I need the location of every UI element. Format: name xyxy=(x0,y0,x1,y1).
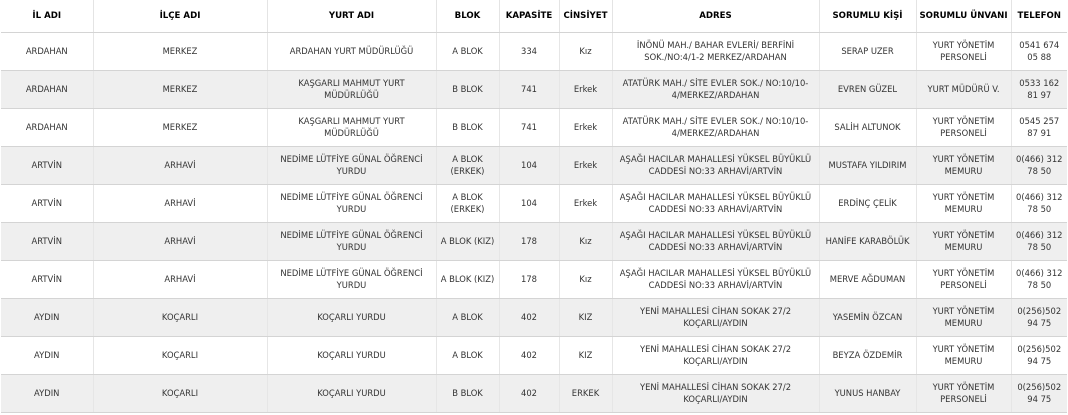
cell-adres: AŞAĞI HACILAR MAHALLESİ YÜKSEL BÜYÜKLÜ CADDESİ NO:33 ARHAVİ/ARTVİN xyxy=(612,261,819,299)
header-telefon: TELEFON xyxy=(1011,0,1067,33)
cell-sorumlu-kisi: MERVE AĞDUMAN xyxy=(819,261,916,299)
cell-sorumlu-kisi: ERDİNÇ ÇELİK xyxy=(819,185,916,223)
cell-sorumlu-kisi: MUSTAFA YILDIRIM xyxy=(819,147,916,185)
cell-blok: A BLOK xyxy=(436,337,499,375)
cell-telefon: 0(466) 312 78 50 xyxy=(1011,185,1067,223)
cell-yurt: KAŞGARLI MAHMUT YURT MÜDÜRLÜĞÜ xyxy=(267,109,436,147)
cell-sorumlu-unvani: YURT YÖNETİM PERSONELİ xyxy=(916,261,1011,299)
cell-sorumlu-unvani: YURT YÖNETİM PERSONELİ xyxy=(916,33,1011,71)
cell-blok: A BLOK (KIZ) xyxy=(436,261,499,299)
cell-yurt: KOÇARLI YURDU xyxy=(267,375,436,413)
cell-ilce: ARHAVİ xyxy=(93,185,267,223)
cell-telefon: 0(466) 312 78 50 xyxy=(1011,223,1067,261)
cell-sorumlu-kisi: EVREN GÜZEL xyxy=(819,71,916,109)
cell-telefon: 0545 257 87 91 xyxy=(1011,109,1067,147)
cell-cinsiyet: Erkek xyxy=(559,71,612,109)
cell-adres: AŞAĞI HACILAR MAHALLESİ YÜKSEL BÜYÜKLÜ CADDESİ NO:33 ARHAVİ/ARTVİN xyxy=(612,147,819,185)
table-row xyxy=(1,109,1067,147)
cell-kapasite: 178 xyxy=(499,261,559,299)
cell-yurt: NEDİME LÜTFİYE GÜNAL ÖĞRENCİ YURDU xyxy=(267,261,436,299)
cell-blok: B BLOK xyxy=(436,109,499,147)
header-row xyxy=(1,0,1067,33)
table-row xyxy=(1,185,1067,223)
cell-ilce: MERKEZ xyxy=(93,33,267,71)
cell-sorumlu-kisi: BEYZA ÖZDEMİR xyxy=(819,337,916,375)
cell-blok: A BLOK (ERKEK) xyxy=(436,147,499,185)
cell-kapasite: 402 xyxy=(499,337,559,375)
cell-kapasite: 334 xyxy=(499,33,559,71)
cell-telefon: 0(256)502 94 75 xyxy=(1011,375,1067,413)
header-il-adi: İL ADI xyxy=(1,0,93,33)
cell-telefon: 0(466) 312 78 50 xyxy=(1011,147,1067,185)
cell-yurt: NEDİME LÜTFİYE GÜNAL ÖĞRENCİ YURDU xyxy=(267,223,436,261)
table-row xyxy=(1,261,1067,299)
cell-ilce: ARHAVİ xyxy=(93,261,267,299)
cell-il: ARDAHAN xyxy=(1,33,93,71)
cell-kapasite: 178 xyxy=(499,223,559,261)
cell-adres: ATATÜRK MAH./ SİTE EVLER SOK./ NO:10/10-4/MERKEZ/ARDAHAN xyxy=(612,109,819,147)
header-sorumlu-unvani: SORUMLU ÜNVANI xyxy=(916,0,1011,33)
cell-sorumlu-kisi: YASEMİN ÖZCAN xyxy=(819,299,916,337)
cell-kapasite: 402 xyxy=(499,299,559,337)
cell-cinsiyet: KIZ xyxy=(559,299,612,337)
cell-adres: AŞAĞI HACILAR MAHALLESİ YÜKSEL BÜYÜKLÜ CADDESİ NO:33 ARHAVİ/ARTVİN xyxy=(612,223,819,261)
cell-il: AYDIN xyxy=(1,299,93,337)
cell-sorumlu-unvani: YURT YÖNETİM MEMURU xyxy=(916,185,1011,223)
cell-blok: A BLOK (ERKEK) xyxy=(436,185,499,223)
cell-sorumlu-kisi: SALİH ALTUNOK xyxy=(819,109,916,147)
cell-yurt: KAŞGARLI MAHMUT YURT MÜDÜRLÜĞÜ xyxy=(267,71,436,109)
table-row xyxy=(1,375,1067,413)
cell-sorumlu-unvani: YURT YÖNETİM PERSONELİ xyxy=(916,375,1011,413)
header-kapasite: KAPASİTE xyxy=(499,0,559,33)
cell-kapasite: 104 xyxy=(499,185,559,223)
cell-kapasite: 741 xyxy=(499,71,559,109)
cell-adres: YENİ MAHALLESİ CİHAN SOKAK 27/2 KOÇARLI/AYDIN xyxy=(612,337,819,375)
cell-yurt: ARDAHAN YURT MÜDÜRLÜĞÜ xyxy=(267,33,436,71)
cell-telefon: 0(256)502 94 75 xyxy=(1011,299,1067,337)
cell-sorumlu-unvani: YURT YÖNETİM PERSONELİ xyxy=(916,109,1011,147)
cell-sorumlu-unvani: YURT YÖNETİM MEMURU xyxy=(916,299,1011,337)
cell-yurt: NEDİME LÜTFİYE GÜNAL ÖĞRENCİ YURDU xyxy=(267,185,436,223)
header-cinsiyet: CİNSİYET xyxy=(559,0,612,33)
cell-il: ARDAHAN xyxy=(1,109,93,147)
cell-cinsiyet: Erkek xyxy=(559,109,612,147)
cell-sorumlu-kisi: YUNUS HANBAY xyxy=(819,375,916,413)
cell-sorumlu-unvani: YURT YÖNETİM MEMURU xyxy=(916,337,1011,375)
cell-sorumlu-unvani: YURT MÜDÜRÜ V. xyxy=(916,71,1011,109)
table-row xyxy=(1,71,1067,109)
cell-cinsiyet: KIZ xyxy=(559,337,612,375)
cell-il: ARTVİN xyxy=(1,261,93,299)
cell-adres: YENİ MAHALLESİ CİHAN SOKAK 27/2 KOÇARLI/AYDIN xyxy=(612,299,819,337)
header-yurt-adi: YURT ADI xyxy=(267,0,436,33)
cell-yurt: NEDİME LÜTFİYE GÜNAL ÖĞRENCİ YURDU xyxy=(267,147,436,185)
cell-ilce: MERKEZ xyxy=(93,71,267,109)
cell-sorumlu-unvani: YURT YÖNETİM MEMURU xyxy=(916,223,1011,261)
cell-telefon: 0(466) 312 78 50 xyxy=(1011,261,1067,299)
cell-ilce: ARHAVİ xyxy=(93,223,267,261)
cell-ilce: ARHAVİ xyxy=(93,147,267,185)
cell-cinsiyet: Kız xyxy=(559,223,612,261)
cell-blok: A BLOK (KIZ) xyxy=(436,223,499,261)
cell-cinsiyet: Kız xyxy=(559,261,612,299)
cell-il: AYDIN xyxy=(1,375,93,413)
cell-blok: B BLOK xyxy=(436,71,499,109)
cell-il: ARTVİN xyxy=(1,223,93,261)
cell-telefon: 0(256)502 94 75 xyxy=(1011,337,1067,375)
cell-yurt: KOÇARLI YURDU xyxy=(267,337,436,375)
cell-adres: AŞAĞI HACILAR MAHALLESİ YÜKSEL BÜYÜKLÜ CADDESİ NO:33 ARHAVİ/ARTVİN xyxy=(612,185,819,223)
header-blok: BLOK xyxy=(436,0,499,33)
cell-il: ARDAHAN xyxy=(1,71,93,109)
cell-kapasite: 741 xyxy=(499,109,559,147)
header-sorumlu-kisi: SORUMLU KİŞİ xyxy=(819,0,916,33)
cell-il: ARTVİN xyxy=(1,147,93,185)
cell-blok: A BLOK xyxy=(436,299,499,337)
cell-il: ARTVİN xyxy=(1,185,93,223)
cell-kapasite: 104 xyxy=(499,147,559,185)
table-row xyxy=(1,33,1067,71)
cell-cinsiyet: ERKEK xyxy=(559,375,612,413)
cell-sorumlu-unvani: YURT YÖNETİM MEMURU xyxy=(916,147,1011,185)
cell-sorumlu-kisi: SERAP UZER xyxy=(819,33,916,71)
cell-blok: B BLOK xyxy=(436,375,499,413)
header-adres: ADRES xyxy=(612,0,819,33)
cell-il: AYDIN xyxy=(1,337,93,375)
cell-kapasite: 402 xyxy=(499,375,559,413)
dormitory-table xyxy=(1,0,1067,413)
cell-ilce: KOÇARLI xyxy=(93,299,267,337)
table-row xyxy=(1,223,1067,261)
cell-adres: İNÖNÜ MAH./ BAHAR EVLERİ/ BERFİNİ SOK./NO:4/1-2 MERKEZ/ARDAHAN xyxy=(612,33,819,71)
cell-sorumlu-kisi: HANİFE KARABÖLÜK xyxy=(819,223,916,261)
cell-adres: ATATÜRK MAH./ SİTE EVLER SOK./ NO:10/10-4/MERKEZ/ARDAHAN xyxy=(612,71,819,109)
cell-telefon: 0541 674 05 88 xyxy=(1011,33,1067,71)
cell-ilce: KOÇARLI xyxy=(93,337,267,375)
header-ilce-adi: İLÇE ADI xyxy=(93,0,267,33)
table-row xyxy=(1,299,1067,337)
cell-ilce: KOÇARLI xyxy=(93,375,267,413)
cell-telefon: 0533 162 81 97 xyxy=(1011,71,1067,109)
cell-adres: YENİ MAHALLESİ CİHAN SOKAK 27/2 KOÇARLI/AYDIN xyxy=(612,375,819,413)
cell-ilce: MERKEZ xyxy=(93,109,267,147)
table-row xyxy=(1,147,1067,185)
cell-yurt: KOÇARLI YURDU xyxy=(267,299,436,337)
cell-cinsiyet: Erkek xyxy=(559,147,612,185)
cell-blok: A BLOK xyxy=(436,33,499,71)
table-row xyxy=(1,337,1067,375)
cell-cinsiyet: Erkek xyxy=(559,185,612,223)
cell-cinsiyet: Kız xyxy=(559,33,612,71)
